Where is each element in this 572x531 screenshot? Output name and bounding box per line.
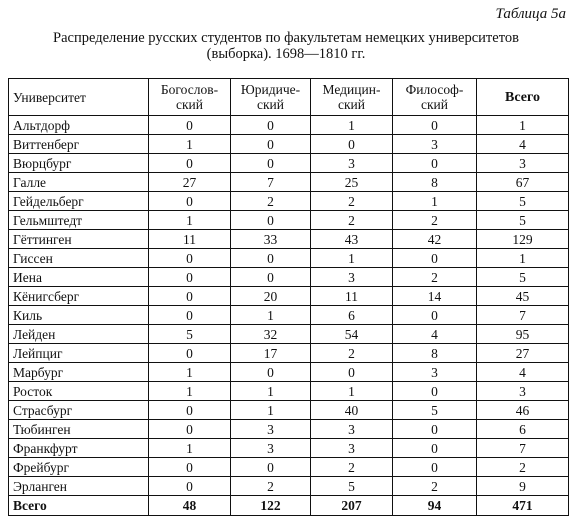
cell-medicine: 25: [311, 173, 393, 192]
cell-theology: 0: [149, 458, 231, 477]
cell-total: 2: [477, 458, 569, 477]
cell-theology: 1: [149, 382, 231, 401]
cell-law: 2: [231, 477, 311, 496]
cell-medicine: 1: [311, 249, 393, 268]
cell-total: 1: [477, 249, 569, 268]
cell-theology: 0: [149, 192, 231, 211]
cell-law: 0: [231, 363, 311, 382]
university-name: Гиссен: [9, 249, 149, 268]
cell-philosophy: 0: [393, 249, 477, 268]
cell-law: 3: [231, 439, 311, 458]
header-medicine-line1: Медицин-: [322, 82, 381, 97]
table-row: [9, 192, 569, 211]
table-row: [9, 420, 569, 439]
cell-law: 0: [231, 249, 311, 268]
cell-theology: 5: [149, 325, 231, 344]
cell-total: 45: [477, 287, 569, 306]
table-row: [9, 249, 569, 268]
cell-philosophy: 0: [393, 382, 477, 401]
cell-total: 46: [477, 401, 569, 420]
table-row: [9, 154, 569, 173]
cell-law: 1: [231, 401, 311, 420]
cell-philosophy: 0: [393, 116, 477, 135]
university-name: Альтдорф: [9, 116, 149, 135]
table-row: [9, 439, 569, 458]
cell-total: 9: [477, 477, 569, 496]
cell-theology: 0: [149, 287, 231, 306]
header-philosophy-line1: Философ-: [405, 82, 464, 97]
cell-theology: 1: [149, 211, 231, 230]
table-row: [9, 230, 569, 249]
cell-philosophy: 0: [393, 420, 477, 439]
cell-theology: 0: [149, 306, 231, 325]
cell-philosophy: 8: [393, 173, 477, 192]
cell-theology: 0: [149, 344, 231, 363]
cell-medicine: 54: [311, 325, 393, 344]
cell-philosophy: 0: [393, 439, 477, 458]
table-row: [9, 458, 569, 477]
totals-row: [9, 496, 569, 516]
table-row: [9, 135, 569, 154]
caption-line-2: (выборка). 1698—1810 гг.: [206, 46, 366, 62]
university-name: Иена: [9, 268, 149, 287]
university-name: Вюрцбург: [9, 154, 149, 173]
cell-total: 5: [477, 211, 569, 230]
header-philosophy: [393, 79, 477, 116]
header-medicine: [311, 79, 393, 116]
university-name: Виттенберг: [9, 135, 149, 154]
cell-philosophy: 0: [393, 306, 477, 325]
table-row: [9, 477, 569, 496]
cell-medicine: 5: [311, 477, 393, 496]
cell-theology: 0: [149, 268, 231, 287]
table-row: [9, 382, 569, 401]
table-body: [9, 116, 569, 496]
cell-philosophy: 1: [393, 192, 477, 211]
cell-philosophy: 4: [393, 325, 477, 344]
header-theology: [149, 79, 231, 116]
cell-philosophy: 3: [393, 363, 477, 382]
table-row: [9, 344, 569, 363]
cell-total: 95: [477, 325, 569, 344]
university-name: Страсбург: [9, 401, 149, 420]
cell-medicine: 43: [311, 230, 393, 249]
cell-law: 3: [231, 420, 311, 439]
cell-law: 7: [231, 173, 311, 192]
university-name: Лейпциг: [9, 344, 149, 363]
cell-total: 4: [477, 135, 569, 154]
cell-law: 0: [231, 154, 311, 173]
table-row: [9, 268, 569, 287]
university-name: Эрланген: [9, 477, 149, 496]
header-university: Университет: [9, 79, 149, 116]
cell-philosophy: 0: [393, 154, 477, 173]
cell-theology: 0: [149, 154, 231, 173]
cell-law: 2: [231, 192, 311, 211]
header-theology-line2: ский: [176, 97, 203, 112]
university-name: Гельмштедт: [9, 211, 149, 230]
cell-medicine: 40: [311, 401, 393, 420]
cell-law: 0: [231, 458, 311, 477]
cell-theology: 1: [149, 363, 231, 382]
cell-medicine: 0: [311, 363, 393, 382]
university-name: Кёнигсберг: [9, 287, 149, 306]
cell-law: 32: [231, 325, 311, 344]
cell-theology: 0: [149, 401, 231, 420]
cell-theology: 27: [149, 173, 231, 192]
cell-total: 7: [477, 439, 569, 458]
cell-medicine: 2: [311, 211, 393, 230]
cell-theology: 11: [149, 230, 231, 249]
cell-total: 7: [477, 306, 569, 325]
table-row: [9, 325, 569, 344]
cell-philosophy: 14: [393, 287, 477, 306]
cell-law: 0: [231, 135, 311, 154]
caption-line-1: Распределение русских студентов по факультетам немецких университетов: [53, 30, 519, 46]
university-name: Лейден: [9, 325, 149, 344]
table-caption: [0, 30, 572, 62]
university-name: Гёттинген: [9, 230, 149, 249]
cell-law: 1: [231, 306, 311, 325]
cell-total: 67: [477, 173, 569, 192]
cell-medicine: 1: [311, 116, 393, 135]
table-row: [9, 211, 569, 230]
cell-theology: 0: [149, 249, 231, 268]
cell-medicine: 0: [311, 135, 393, 154]
header-philosophy-line2: ский: [421, 97, 448, 112]
header-law-line1: Юридиче-: [240, 82, 301, 97]
cell-philosophy: 8: [393, 344, 477, 363]
cell-theology: 1: [149, 135, 231, 154]
cell-law: 17: [231, 344, 311, 363]
table-number-label: Таблица 5а: [495, 6, 566, 22]
cell-medicine: 2: [311, 458, 393, 477]
students-table: [8, 78, 569, 516]
cell-theology: 1: [149, 439, 231, 458]
totals-total: 471: [477, 496, 569, 516]
table-row: [9, 173, 569, 192]
cell-law: 33: [231, 230, 311, 249]
cell-law: 0: [231, 116, 311, 135]
cell-total: 129: [477, 230, 569, 249]
cell-philosophy: 3: [393, 135, 477, 154]
cell-law: 20: [231, 287, 311, 306]
cell-total: 6: [477, 420, 569, 439]
header-theology-line1: Богослов-: [160, 82, 219, 97]
cell-medicine: 3: [311, 439, 393, 458]
cell-law: 0: [231, 211, 311, 230]
cell-philosophy: 0: [393, 458, 477, 477]
cell-medicine: 3: [311, 154, 393, 173]
cell-theology: 0: [149, 420, 231, 439]
cell-medicine: 11: [311, 287, 393, 306]
totals-label: Всего: [9, 496, 149, 516]
cell-medicine: 3: [311, 268, 393, 287]
cell-medicine: 6: [311, 306, 393, 325]
totals-theology: 48: [149, 496, 231, 516]
header-law-line2: ский: [257, 97, 284, 112]
university-name: Гейдельберг: [9, 192, 149, 211]
cell-philosophy: 5: [393, 401, 477, 420]
cell-medicine: 2: [311, 344, 393, 363]
cell-medicine: 2: [311, 192, 393, 211]
cell-philosophy: 42: [393, 230, 477, 249]
totals-philosophy: 94: [393, 496, 477, 516]
university-name: Галле: [9, 173, 149, 192]
header-total: Всего: [477, 79, 569, 116]
cell-total: 5: [477, 268, 569, 287]
cell-medicine: 3: [311, 420, 393, 439]
totals-medicine: 207: [311, 496, 393, 516]
cell-total: 3: [477, 382, 569, 401]
university-name: Фрейбург: [9, 458, 149, 477]
table-row: [9, 401, 569, 420]
cell-philosophy: 2: [393, 211, 477, 230]
university-name: Тюбинген: [9, 420, 149, 439]
header-row: [9, 79, 569, 116]
cell-philosophy: 2: [393, 477, 477, 496]
cell-theology: 0: [149, 116, 231, 135]
cell-total: 1: [477, 116, 569, 135]
university-name: Киль: [9, 306, 149, 325]
cell-total: 4: [477, 363, 569, 382]
cell-law: 1: [231, 382, 311, 401]
university-name: Росток: [9, 382, 149, 401]
cell-theology: 0: [149, 477, 231, 496]
cell-total: 3: [477, 154, 569, 173]
table-row: [9, 306, 569, 325]
cell-law: 0: [231, 268, 311, 287]
table-row: [9, 116, 569, 135]
cell-total: 27: [477, 344, 569, 363]
table-row: [9, 363, 569, 382]
cell-medicine: 1: [311, 382, 393, 401]
university-name: Франкфурт: [9, 439, 149, 458]
totals-law: 122: [231, 496, 311, 516]
cell-total: 5: [477, 192, 569, 211]
cell-philosophy: 2: [393, 268, 477, 287]
header-medicine-line2: ский: [338, 97, 365, 112]
table-row: [9, 287, 569, 306]
university-name: Марбург: [9, 363, 149, 382]
header-law: [231, 79, 311, 116]
